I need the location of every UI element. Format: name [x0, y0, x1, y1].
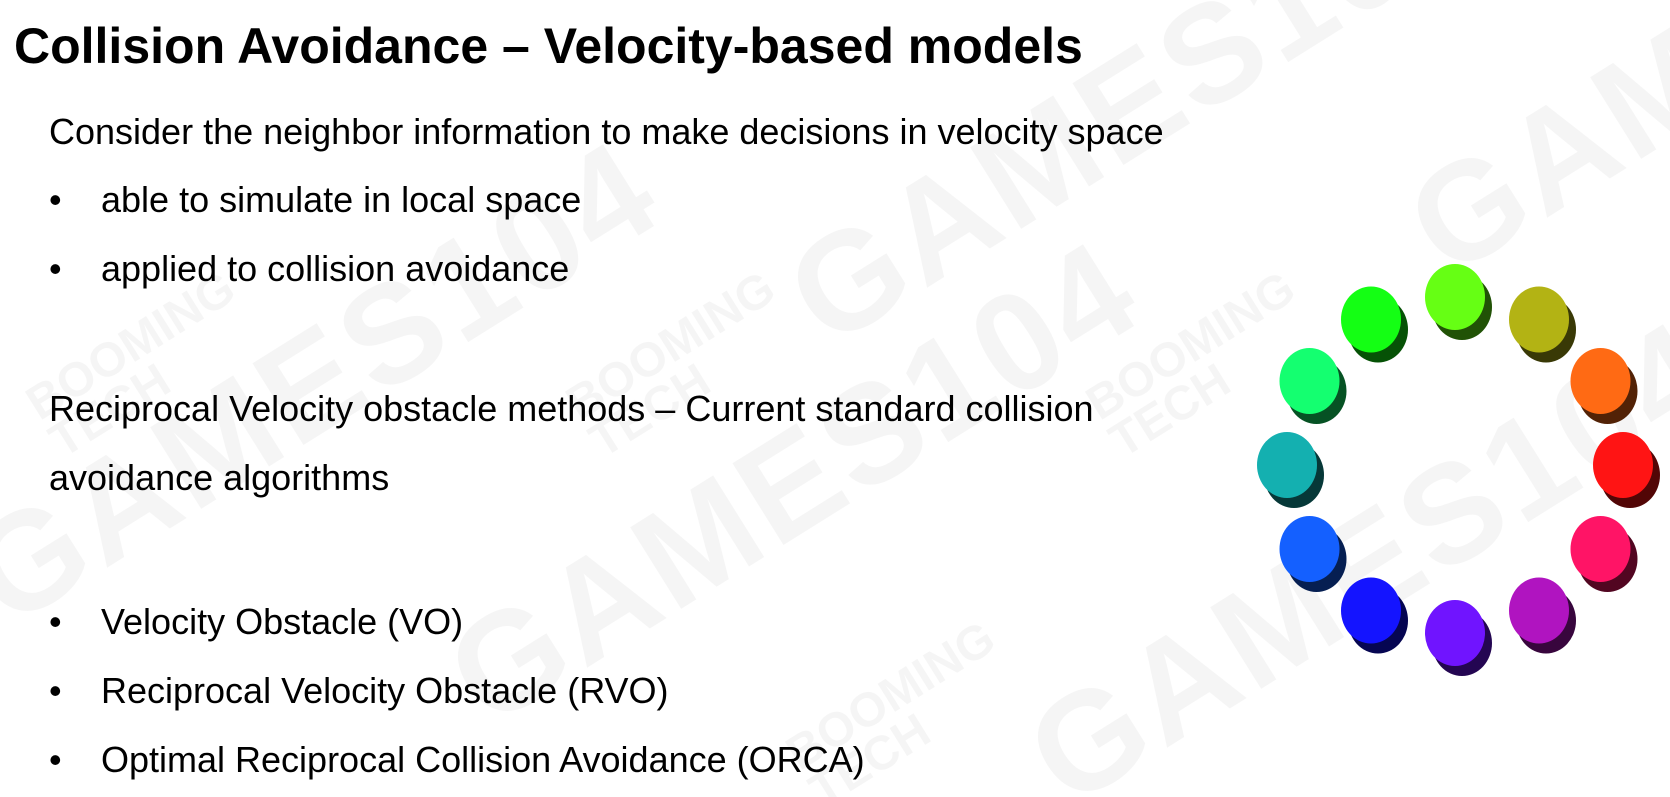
bullet-glyph: • — [49, 670, 62, 711]
bullet-glyph: • — [49, 179, 62, 220]
bullet-text: Velocity Obstacle (VO) — [101, 601, 464, 642]
rvo-text-line1: Reciprocal Velocity obstacle methods – Current standard collision — [49, 388, 1094, 429]
agent-cylinder-top — [1257, 432, 1317, 498]
bullet-glyph: • — [49, 739, 62, 780]
bullet-item — [49, 178, 581, 222]
agent-cylinder-top — [1280, 348, 1340, 414]
slide-title: Collision Avoidance – Velocity-based models — [14, 18, 1083, 74]
watermark-boomingtech — [20, 266, 266, 465]
agent-cylinder-top — [1280, 516, 1340, 582]
rvo-text-line2: avoidance algorithms — [49, 457, 390, 498]
agent-cylinder-top — [1425, 600, 1485, 666]
bullet-text: Reciprocal Velocity Obstacle (RVO) — [101, 670, 669, 711]
bullet-item — [49, 669, 669, 713]
watermark-boomingtech-line2 — [583, 303, 805, 465]
agent-cylinder — [1280, 516, 1347, 592]
agent-cylinder — [1257, 432, 1324, 508]
agent-cylinder-top — [1571, 348, 1631, 414]
agent-cylinder — [1341, 578, 1408, 654]
bullet-item — [49, 247, 569, 291]
watermark-boomingtech-line2 — [43, 303, 265, 465]
bullet-glyph: • — [49, 248, 62, 289]
agent-cylinder-top — [1425, 264, 1485, 330]
bullet-glyph: • — [49, 601, 62, 642]
bullet-item — [49, 600, 463, 644]
agent-cylinder — [1571, 348, 1638, 424]
agent-cylinder — [1425, 264, 1492, 340]
agent-cylinder — [1509, 578, 1576, 654]
agent-cylinder-top — [1341, 287, 1401, 353]
agent-cylinder-top — [1341, 578, 1401, 644]
agent-cylinder-top — [1593, 432, 1653, 498]
bullet-text: applied to collision avoidance — [101, 248, 570, 289]
bullet-text: able to simulate in local space — [101, 179, 582, 220]
bullet-item — [49, 738, 865, 782]
agent-cylinder — [1280, 348, 1347, 424]
agent-cylinder-top — [1509, 287, 1569, 353]
bullet-text: Optimal Reciprocal Collision Avoidance (ORCA) — [101, 739, 865, 780]
agent-cylinder — [1593, 432, 1660, 508]
agent-cylinder — [1571, 516, 1638, 592]
agent-cylinder-top — [1571, 516, 1631, 582]
agent-cylinder — [1425, 600, 1492, 676]
intro-text: Consider the neighbor information to make decisions in velocity space — [49, 111, 1164, 152]
agent-cylinder — [1509, 287, 1576, 363]
agents-ring-illustration — [1240, 240, 1670, 690]
watermark-boomingtech — [560, 266, 806, 465]
agent-cylinder-top — [1509, 578, 1569, 644]
agent-cylinder — [1341, 287, 1408, 363]
